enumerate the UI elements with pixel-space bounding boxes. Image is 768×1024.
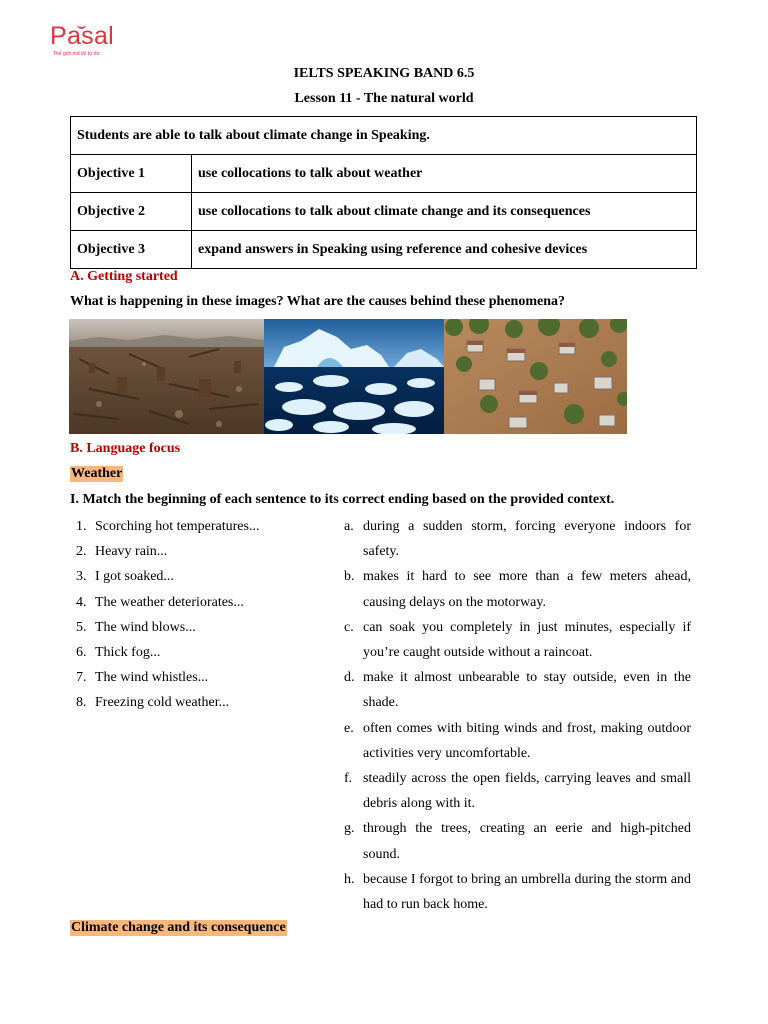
item-text: The wind blows...	[95, 619, 196, 635]
item-text: Scorching hot temperatures...	[95, 519, 260, 534]
item-number: 8.	[76, 695, 87, 711]
item-text: during a sudden storm, forcing everyone indoors for safety.	[363, 519, 691, 560]
item-letter: d.	[344, 670, 355, 686]
document-title: IELTS SPEAKING BAND 6.5	[293, 66, 475, 81]
weather-subheading: Weather	[71, 466, 123, 481]
item-text: through the trees, creating an eerie and high-pitched sound.	[363, 821, 691, 862]
flood-image	[444, 319, 627, 434]
exercise-instructions: I. Match the beginning of each sentence to its correct ending based on the provided context.	[70, 492, 615, 507]
list-item	[344, 514, 691, 564]
objective-row	[71, 155, 697, 193]
item-letter: c.	[344, 619, 354, 635]
list-item	[344, 665, 691, 715]
item-number: 7.	[76, 670, 87, 686]
melting-ice-image	[264, 319, 444, 434]
item-number: 5.	[76, 619, 87, 635]
list-item	[76, 514, 326, 539]
lesson-title: Lesson 11 - The natural world	[294, 91, 474, 106]
section-a-question: What is happening in these images? What are the causes behind these phenomena?	[70, 294, 565, 309]
item-letter: h.	[344, 871, 355, 887]
item-number: 6.	[76, 644, 87, 660]
list-item	[76, 539, 326, 564]
list-item	[76, 640, 326, 665]
item-text: often comes with biting winds and frost, making outdoor activities very uncomfortable.	[363, 720, 691, 761]
objective-text: expand answers in Speaking using reference and cohesive devices	[192, 231, 697, 269]
item-text: I got soaked...	[95, 569, 174, 585]
item-letter: g.	[344, 821, 355, 837]
objective-label: Objective 3	[71, 231, 192, 269]
list-item	[344, 716, 691, 766]
item-letter: b.	[344, 569, 355, 585]
objective-text: use collocations to talk about weather	[192, 155, 697, 193]
item-text: make it almost unbearable to stay outside, even in the shade.	[363, 670, 691, 711]
pasal-logo	[50, 22, 130, 62]
list-item	[344, 867, 691, 917]
list-item	[76, 615, 326, 640]
logo-wordmark: Pasal	[50, 22, 115, 50]
item-letter: a.	[344, 519, 354, 534]
item-text: makes it hard to see more than a few meters ahead, causing delays on the motorway.	[363, 569, 691, 610]
item-number: 1.	[76, 519, 87, 534]
objective-label: Objective 1	[71, 155, 192, 193]
list-item	[76, 665, 326, 690]
sentence-beginnings-list	[76, 514, 326, 716]
item-text: The wind whistles...	[95, 670, 209, 686]
objective-text: use collocations to talk about climate change and its consequences	[192, 193, 697, 231]
item-text: Freezing cold weather...	[95, 695, 230, 711]
item-text: The weather deteriorates...	[95, 594, 244, 610]
logo-tagline: Thế giới mà tôi tự do	[53, 51, 100, 57]
item-number: 3.	[76, 569, 87, 585]
item-text: Heavy rain...	[95, 544, 168, 560]
list-item	[344, 816, 691, 866]
objective-row	[71, 231, 697, 269]
list-item	[76, 564, 326, 589]
section-a-heading: A. Getting started	[70, 269, 178, 284]
objectives-table	[70, 116, 697, 269]
list-item	[344, 766, 691, 816]
item-letter: e.	[344, 720, 354, 736]
list-item	[76, 590, 326, 615]
list-item	[344, 615, 691, 665]
item-text: Thick fog...	[95, 644, 161, 660]
item-number: 2.	[76, 544, 87, 560]
list-item	[76, 690, 326, 715]
objective-row	[71, 193, 697, 231]
item-text: because I forgot to bring an umbrella during the storm and had to run back home.	[363, 871, 691, 913]
list-item	[344, 564, 691, 614]
climate-change-subheading: Climate change and its consequence	[71, 920, 286, 935]
item-text: steadily across the open fields, carrying leaves and small debris along with it.	[363, 771, 691, 812]
item-text: can soak you completely in just minutes, especially if you’re caught outside without a raincoat.	[363, 619, 691, 661]
phenomena-images	[69, 319, 627, 434]
item-number: 4.	[76, 594, 87, 610]
item-letter: f.	[344, 771, 353, 787]
objectives-intro-row	[71, 117, 697, 155]
objective-label: Objective 2	[71, 193, 192, 231]
deforestation-image	[69, 319, 264, 434]
objectives-intro: Students are able to talk about climate change in Speaking.	[71, 117, 697, 155]
section-b-heading: B. Language focus	[70, 441, 181, 456]
sentence-endings-list	[344, 514, 691, 917]
